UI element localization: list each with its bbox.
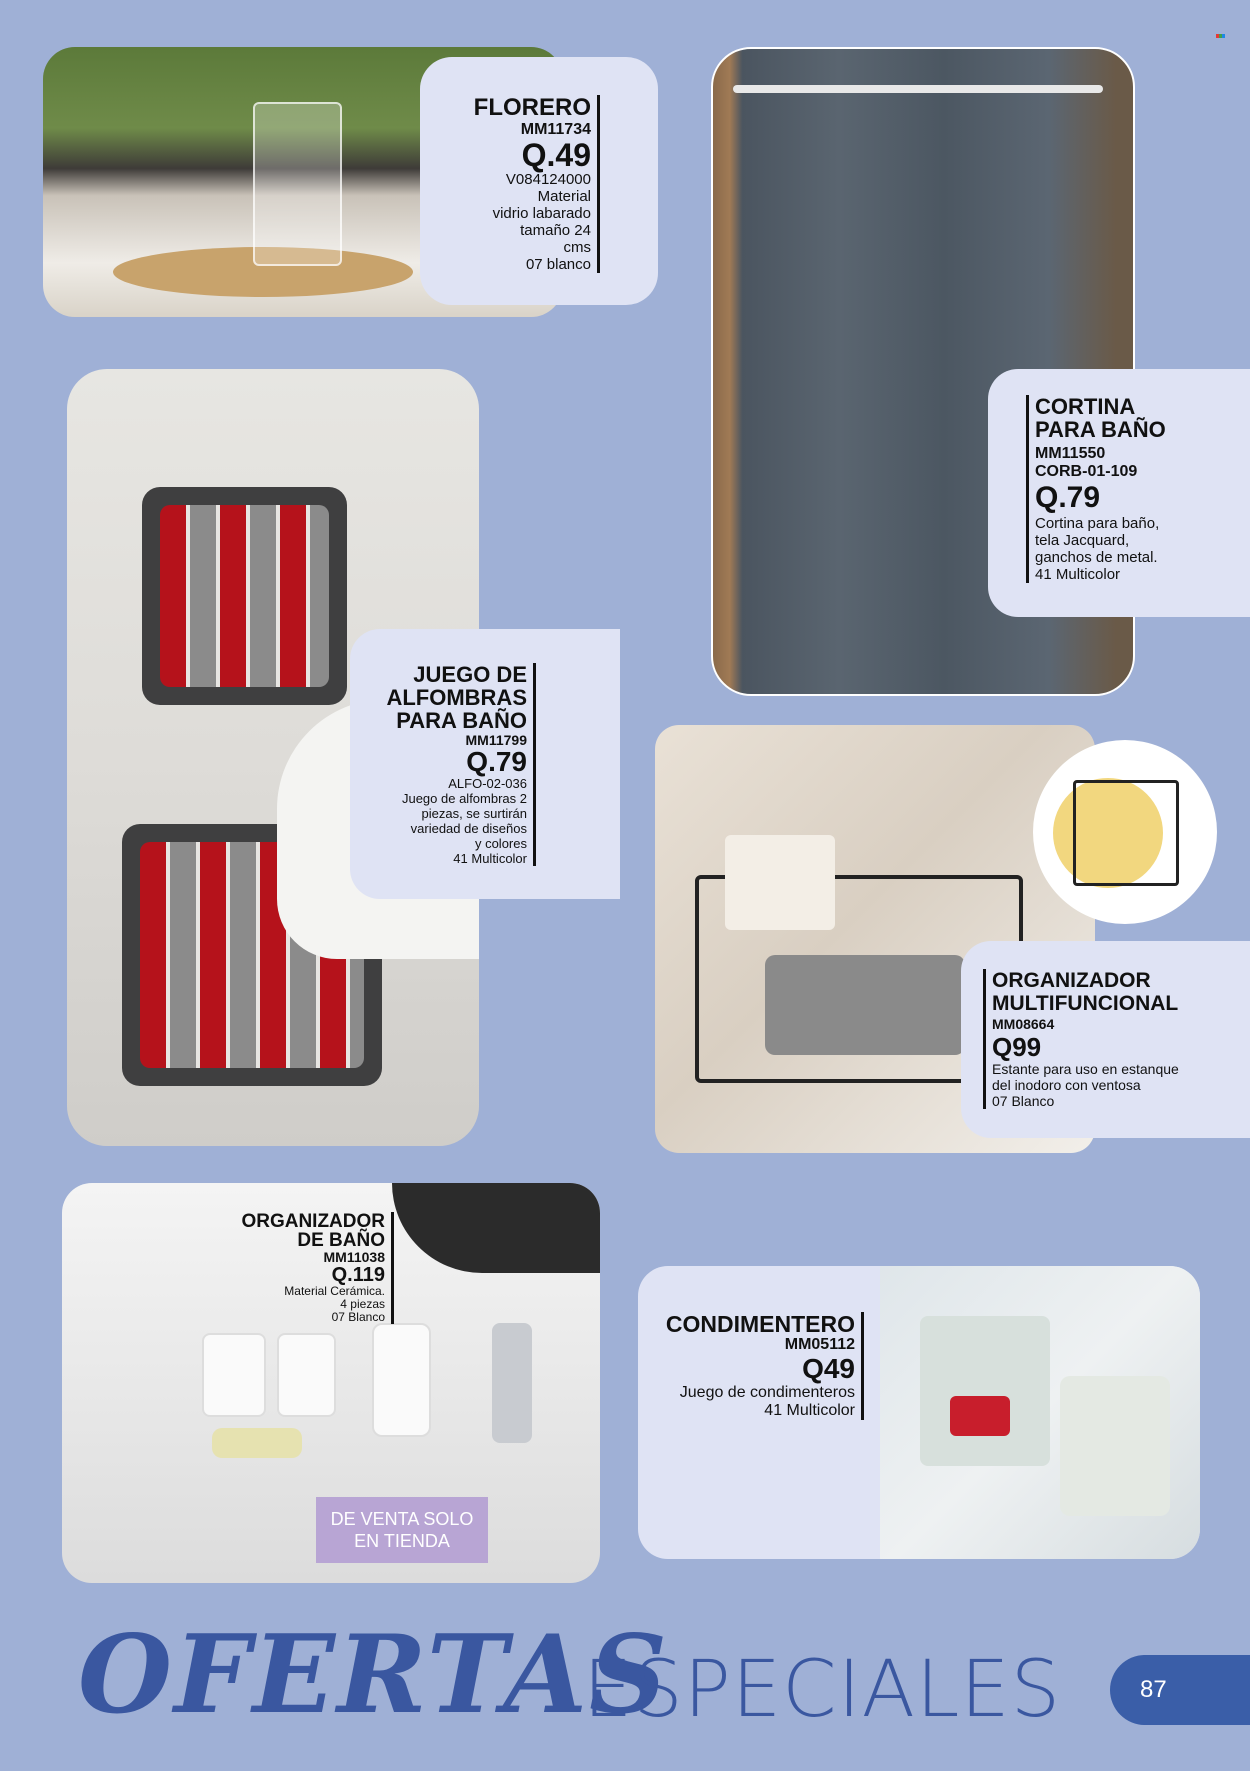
page-number: 87 — [1140, 1676, 1167, 1703]
product-desc-line: piezas, se surtirán — [421, 806, 527, 821]
vase-image — [253, 102, 342, 266]
badge-line: EN TIENDA — [354, 1531, 450, 1551]
product-price: Q.79 — [466, 746, 527, 777]
organizador-multifuncional-card — [961, 941, 1250, 1138]
product-title: JUEGO DE — [413, 662, 527, 687]
product-price: Q.79 — [1035, 481, 1101, 514]
product-title: FLORERO — [473, 94, 591, 121]
tissue-box-image — [725, 835, 835, 930]
product-desc-line: 07 blanco — [525, 256, 591, 273]
product-title: PARA BAÑO — [1035, 417, 1166, 442]
product-title: MULTIFUNCIONAL — [992, 992, 1179, 1015]
product-title: ORGANIZADOR — [992, 969, 1151, 992]
product-desc-line: tela Jacquard, — [1035, 532, 1130, 549]
cortina-card — [988, 369, 1250, 617]
alfombras-card — [350, 629, 620, 899]
product-sku: ALFO-02-036 — [448, 776, 527, 791]
in-store-only-badge — [316, 1497, 488, 1563]
product-desc-line: Cortina para baño, — [1035, 515, 1160, 532]
spice-box-image — [1060, 1376, 1170, 1516]
footer-especiales-title: ESPECIALES — [583, 1645, 1062, 1735]
product-title: CONDIMENTERO — [665, 1311, 855, 1337]
badge-line: DE VENTA SOLO — [330, 1509, 474, 1529]
product-code: MM08664 — [992, 1016, 1055, 1032]
spice-box-image — [920, 1316, 1050, 1466]
page-number-tab — [1110, 1655, 1250, 1725]
towels-image — [765, 955, 965, 1055]
product-title: CORTINA — [1035, 394, 1136, 419]
product-desc-line: vidrio labarado — [492, 205, 591, 222]
product-desc-line: variedad de diseños — [410, 821, 527, 836]
product-desc-line: y colores — [474, 836, 527, 851]
product-desc-line: 4 piezas — [340, 1297, 385, 1311]
product-desc-line: Juego de condimenteros — [679, 1384, 855, 1401]
product-desc-line: 07 Blanco — [331, 1310, 385, 1324]
product-code: MM11038 — [323, 1249, 385, 1265]
curtain-rod-image — [733, 85, 1103, 93]
faucet-image — [492, 1323, 532, 1443]
product-code: MM05112 — [784, 1336, 855, 1353]
product-desc-line: cms — [563, 239, 591, 256]
product-desc-line: 07 Blanco — [992, 1093, 1055, 1109]
product-desc-line: 41 Multicolor — [1035, 566, 1121, 583]
product-desc-line: 41 Multicolor — [453, 851, 527, 866]
product-title: ALFOMBRAS — [386, 685, 527, 710]
condimentero-info — [666, 1312, 864, 1420]
product-code: MM11799 — [465, 732, 527, 748]
toothbrush-holder-image — [202, 1333, 266, 1417]
product-desc-line: Material — [537, 188, 591, 205]
soap-dish-image — [212, 1428, 302, 1458]
product-desc-line: Material Cerámica. — [284, 1284, 385, 1298]
mirror-image — [392, 1183, 600, 1273]
org-bano-info — [241, 1212, 394, 1324]
product-code: MM11550 — [1035, 445, 1106, 462]
product-code: MM11734 — [520, 121, 591, 138]
footer-ofertas-title: OFERTAS — [78, 1612, 670, 1738]
color-registration-icon — [1216, 34, 1226, 42]
product-desc-line: ganchos de metal. — [1035, 549, 1158, 566]
product-desc-line: 41 Multicolor — [764, 1402, 855, 1419]
rug-image — [142, 487, 347, 705]
shelf-detail-circle — [1033, 740, 1217, 924]
product-desc-line: del inodoro con ventosa — [992, 1077, 1141, 1093]
product-sku: CORB-01-109 — [1035, 463, 1138, 480]
soap-dispenser-image — [372, 1323, 431, 1437]
product-title: DE BAÑO — [297, 1230, 385, 1251]
product-price: Q49 — [802, 1353, 855, 1384]
product-sku: V084124000 — [505, 171, 591, 188]
florero-card — [420, 57, 658, 305]
cup-image — [277, 1333, 336, 1417]
product-price: Q.49 — [521, 137, 591, 173]
red-container-image — [950, 1396, 1010, 1436]
product-price: Q99 — [992, 1032, 1042, 1062]
condimentero-photo — [880, 1266, 1200, 1559]
product-price: Q.119 — [331, 1264, 385, 1286]
product-desc-line: Estante para uso en estanque — [992, 1061, 1179, 1077]
product-desc-line: Juego de alfombras 2 — [401, 791, 527, 806]
product-title: PARA BAÑO — [396, 708, 527, 733]
product-desc-line: tamaño 24 — [520, 222, 591, 239]
product-title: ORGANIZADOR — [241, 1211, 385, 1232]
